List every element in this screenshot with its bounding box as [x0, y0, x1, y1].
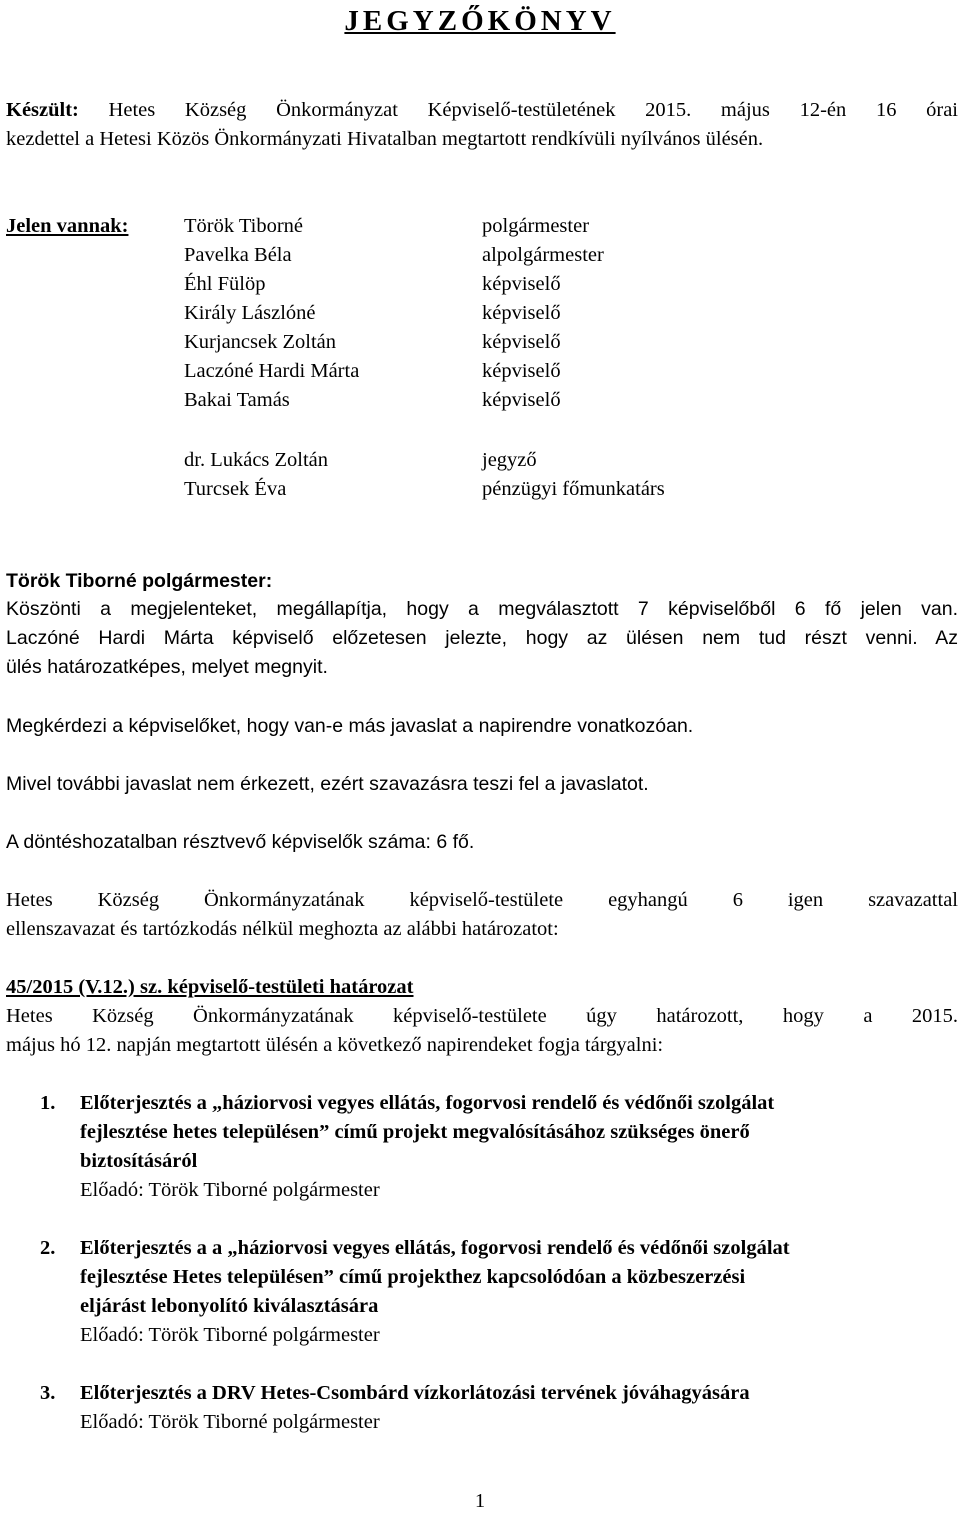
document-title: JEGYZŐKÖNYV: [344, 5, 616, 37]
attendee-role: pénzügyi főmunkatárs: [482, 478, 665, 500]
agenda-item-number: 2.: [40, 1237, 56, 1259]
opening-line-2: Laczóné Hardi Márta képviselő előzetesen jelezte, hogy az ülésen nem tud részt venni. Az: [6, 627, 958, 649]
agenda-item: [80, 1379, 960, 1437]
question-text: Megkérdezi a képviselőket, hogy van-e más javaslat a napirendre vonatkozóan.: [6, 715, 694, 737]
intro-line-2: kezdettel a Hetesi Közös Önkormányzati Hivatalban megtartott rendkívüli nyílvános ülésén.: [6, 128, 764, 150]
vote-result-line-2: ellenszavazat és tartózkodás nélkül meghozta az alábbi határozatot:: [6, 918, 559, 940]
attendee-name: Király Lászlóné: [184, 302, 316, 324]
agenda-item-title-line: fejlesztése Hetes településen” című projekthez kapcsolódóan a közbeszerzési: [80, 1266, 746, 1288]
attendee-role: képviselő: [482, 273, 561, 295]
vote-result-line-1: Hetes Község Önkormányzatának képviselő-testülete egyhangú 6 igen szavazattal: [6, 889, 958, 911]
resolution-line-2: május hó 12. napján megtartott ülésén a következő napirendeket fogja tárgyalni:: [6, 1034, 664, 1056]
attendee-name: Bakai Tamás: [184, 389, 290, 411]
intro-line-1: [6, 96, 958, 125]
attendee-role: képviselő: [482, 389, 561, 411]
attendance-label: Jelen vannak:: [6, 215, 129, 237]
attendee-name: Pavelka Béla: [184, 244, 292, 266]
attendee-role: jegyző: [482, 449, 537, 471]
attendee-role: polgármester: [482, 215, 590, 237]
agenda-item-number: 3.: [40, 1382, 56, 1404]
agenda-item-title-line: Előterjesztés a „háziorvosi vegyes ellátás, fogorvosi rendelő és védőnői szolgálat: [80, 1092, 775, 1114]
opening-line-3: ülés határozatképes, melyet megnyit.: [6, 656, 328, 678]
attendee-name: Éhl Fülöp: [184, 273, 266, 295]
attendee-role: képviselő: [482, 360, 561, 382]
participants-count: A döntéshozatalban résztvevő képviselők száma: 6 fő.: [6, 831, 475, 853]
page-number: 1: [474, 1490, 486, 1512]
agenda-item-number: 1.: [40, 1092, 56, 1114]
agenda-item-presenter: Előadó: Török Tiborné polgármester: [80, 1179, 380, 1201]
attendee-name: Turcsek Éva: [184, 478, 287, 500]
agenda-item-title-line: biztosításáról: [80, 1150, 198, 1172]
agenda-item-title-line: Előterjesztés a a „háziorvosi vegyes ellátás, fogorvosi rendelő és védőnői szolgálat: [80, 1237, 790, 1259]
speaker-heading: Török Tiborné polgármester:: [6, 570, 273, 592]
intro-label: Készült:: [6, 99, 79, 121]
agenda-item: [80, 1234, 960, 1350]
attendee-role: alpolgármester: [482, 244, 604, 266]
agenda-item-title-line: fejlesztése hetes településen” című projekt megvalósításához szükséges önerő: [80, 1121, 750, 1143]
attendee-name: dr. Lukács Zoltán: [184, 449, 329, 471]
agenda-item-title-line: Előterjesztés a DRV Hetes-Csombárd vízkorlátozási tervének jóváhagyására: [80, 1382, 750, 1404]
opening-line-1: Köszönti a megjelenteket, megállapítja, hogy a megválasztott 7 képviselőből 6 fő jelen van.: [6, 598, 958, 620]
attendee-name: Kurjancsek Zoltán: [184, 331, 336, 353]
agenda-item-presenter: Előadó: Török Tiborné polgármester: [80, 1411, 380, 1433]
attendee-role: képviselő: [482, 302, 561, 324]
resolution-number: 45/2015 (V.12.) sz. képviselő-testületi határozat: [6, 976, 414, 998]
attendee-name: Laczóné Hardi Márta: [184, 360, 360, 382]
resolution-line-1: Hetes Község Önkormányzatának képviselő-testülete úgy határozott, hogy a 2015.: [6, 1005, 958, 1027]
vote-call-text: Mivel további javaslat nem érkezett, ezért szavazásra teszi fel a javaslatot.: [6, 773, 649, 795]
intro-text: Hetes Község Önkormányzat Képviselő-testületének 2015. május 12-én 16 órai: [78, 99, 958, 121]
agenda-item: [80, 1089, 960, 1205]
agenda-item-presenter: Előadó: Török Tiborné polgármester: [80, 1324, 380, 1346]
attendee-role: képviselő: [482, 331, 561, 353]
attendee-name: Török Tiborné: [184, 215, 304, 237]
agenda-item-title-line: eljárást lebonyolító kiválasztására: [80, 1295, 379, 1317]
